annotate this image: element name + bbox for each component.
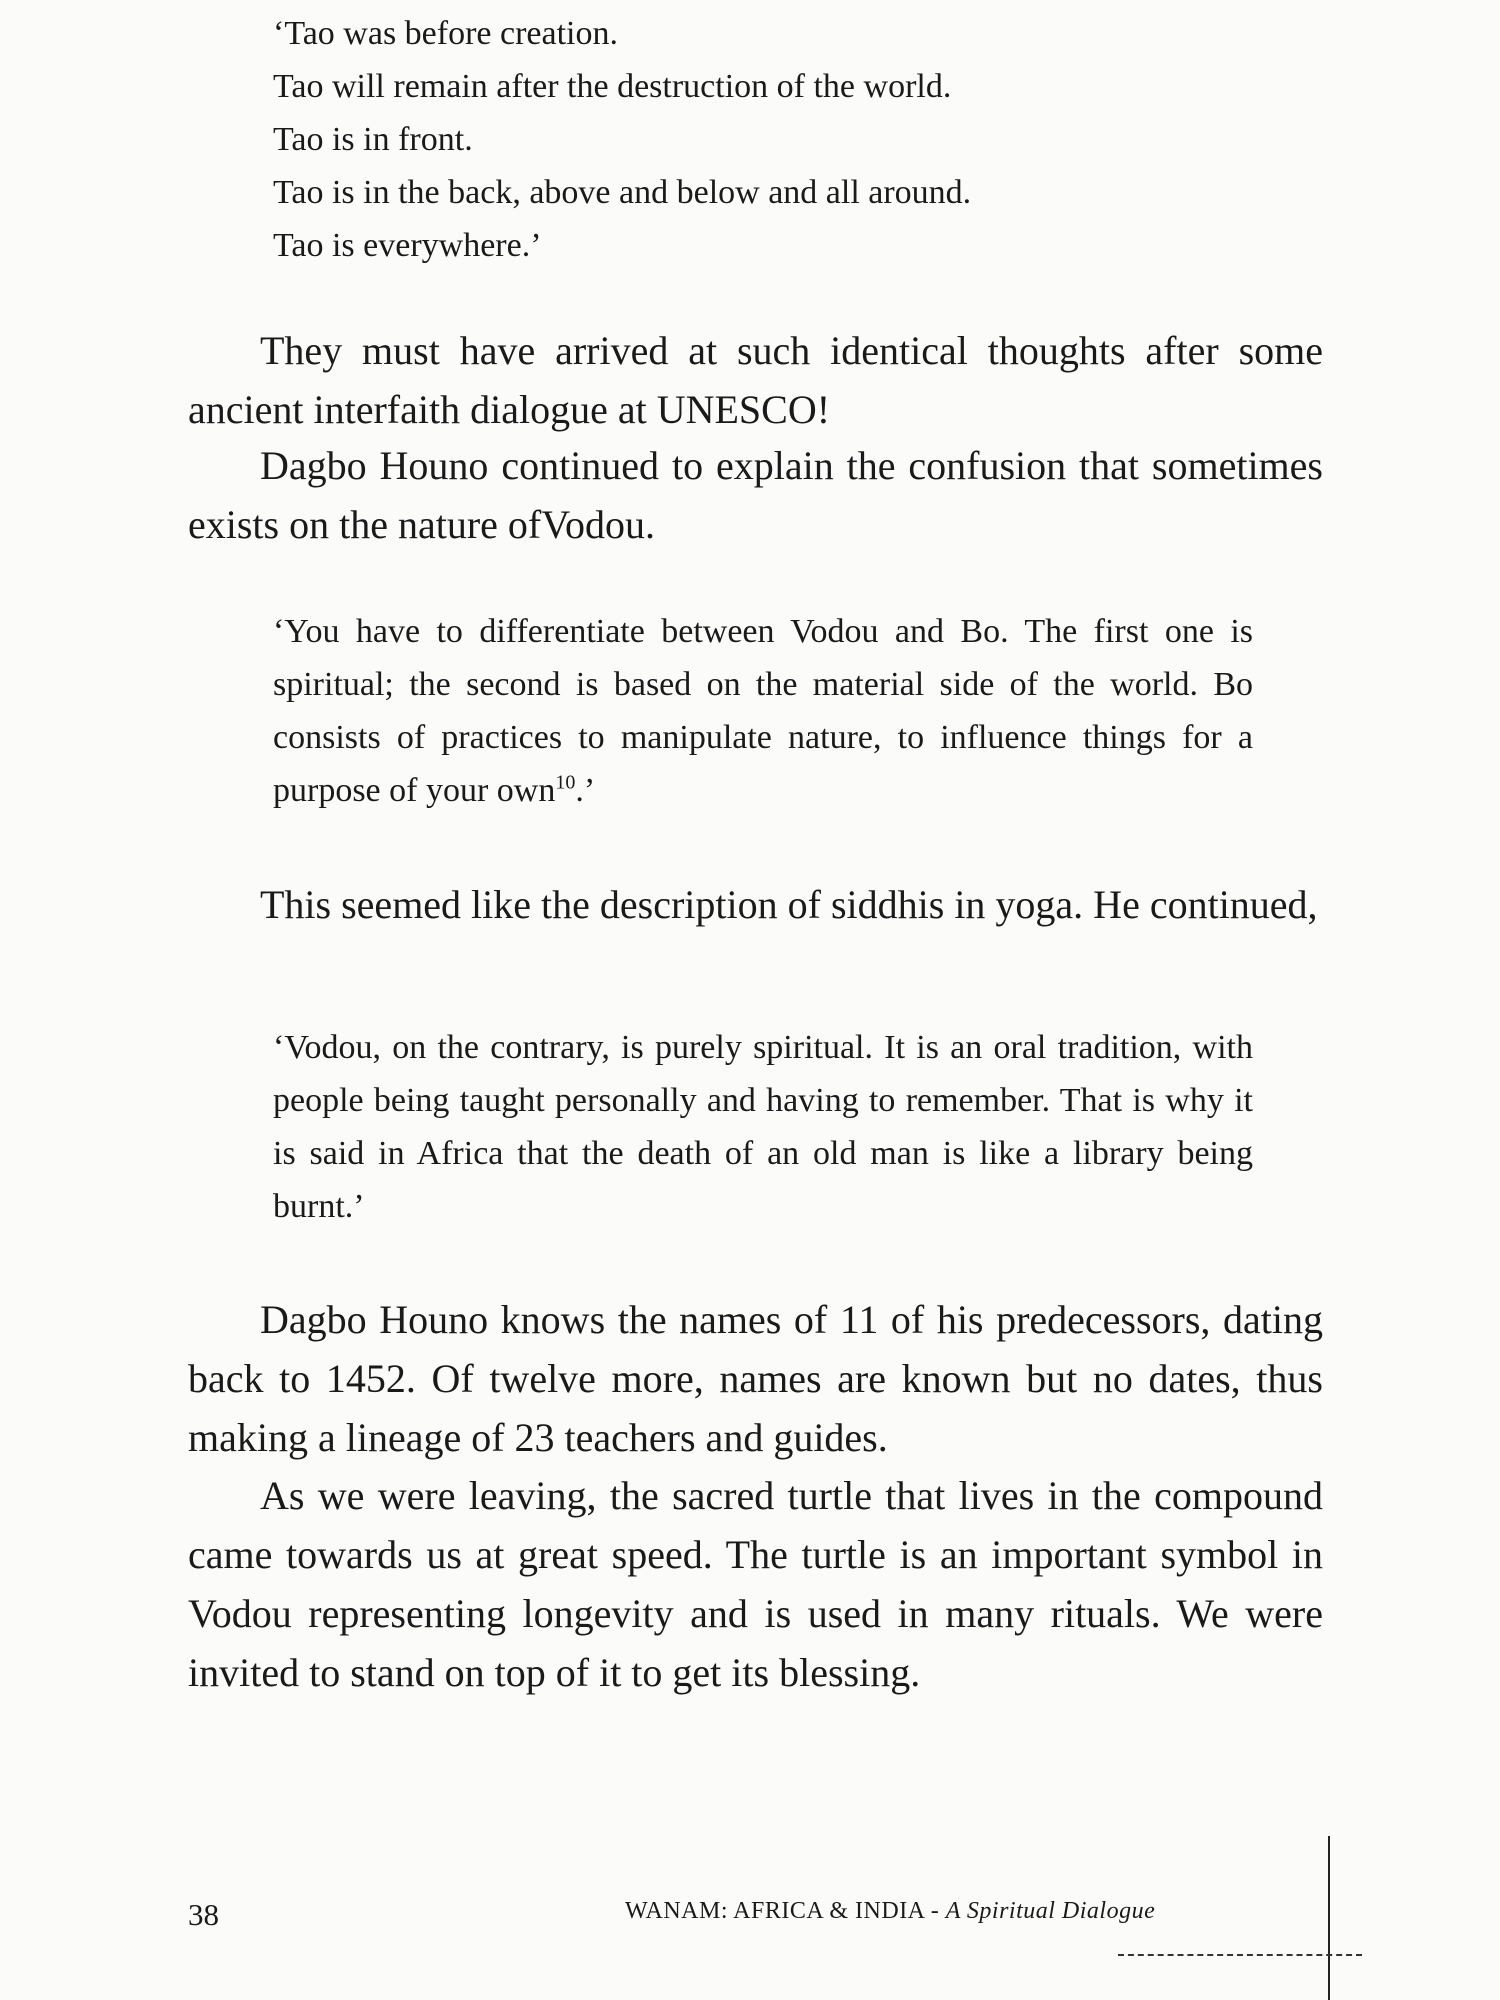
oral-tradition-quote — [273, 1021, 1253, 1233]
tao-quote — [273, 7, 1283, 272]
paragraph-siddhis: This seemed like the description of siddhis in yoga. He continued, — [260, 882, 1318, 927]
crop-mark-vertical — [1328, 1836, 1330, 2000]
book-subtitle: A Spiritual Dialogue — [945, 1898, 1156, 1924]
book-title: WANAM: AFRICA & INDIA - — [625, 1898, 946, 1924]
tao-quote-line-1: ‘Tao was before creation. — [273, 15, 618, 52]
running-footer — [625, 1898, 1155, 1925]
vodou-bo-quote-closing: .’ — [575, 772, 596, 809]
tao-quote-line-2: Tao will remain after the destruction of the world. — [273, 68, 952, 105]
crop-mark-horizontal — [1118, 1954, 1362, 1956]
tao-quote-line-3: Tao is in front. — [273, 121, 473, 158]
tao-quote-line-5: Tao is everywhere.’ — [273, 227, 542, 264]
page-number: 38 — [188, 1897, 219, 1932]
paragraph-confusion: Dagbo Houno continued to explain the confusion that sometimes exists on the nature ofVodou. — [188, 443, 1323, 547]
paragraph-turtle: As we were leaving, the sacred turtle that lives in the compound came towards us at great speed. The turtle is an important symbol in Vodou representing longevity and is used in many rituals. We were invited to stand on top of it to get its blessing. — [188, 1473, 1323, 1695]
paragraph-lineage: Dagbo Houno knows the names of 11 of his predecessors, dating back to 1452. Of twelve more, names are known but no dates, thus making a lineage of 23 teachers and guides. — [188, 1297, 1323, 1460]
footnote-marker: 10 — [555, 771, 576, 794]
tao-quote-line-4: Tao is in the back, above and below and all around. — [273, 174, 972, 211]
oral-tradition-quote-text: ‘Vodou, on the contrary, is purely spiritual. It is an oral tradition, with people being taught personally and having to remember. That is why it is said in Africa that the death of an old man is like a library being burnt.’ — [273, 1029, 1253, 1225]
paragraph-unesco: They must have arrived at such identical thoughts after some ancient interfaith dialogue at UNESCO! — [188, 328, 1323, 432]
vodou-bo-quote — [273, 605, 1253, 817]
vodou-bo-quote-text: ‘You have to differentiate between Vodou and Bo. The first one is spiritual; the second is based on the material side of the world. Bo consists of practices to manipulate nature, to influence things for a purpose of your own — [273, 613, 1253, 809]
